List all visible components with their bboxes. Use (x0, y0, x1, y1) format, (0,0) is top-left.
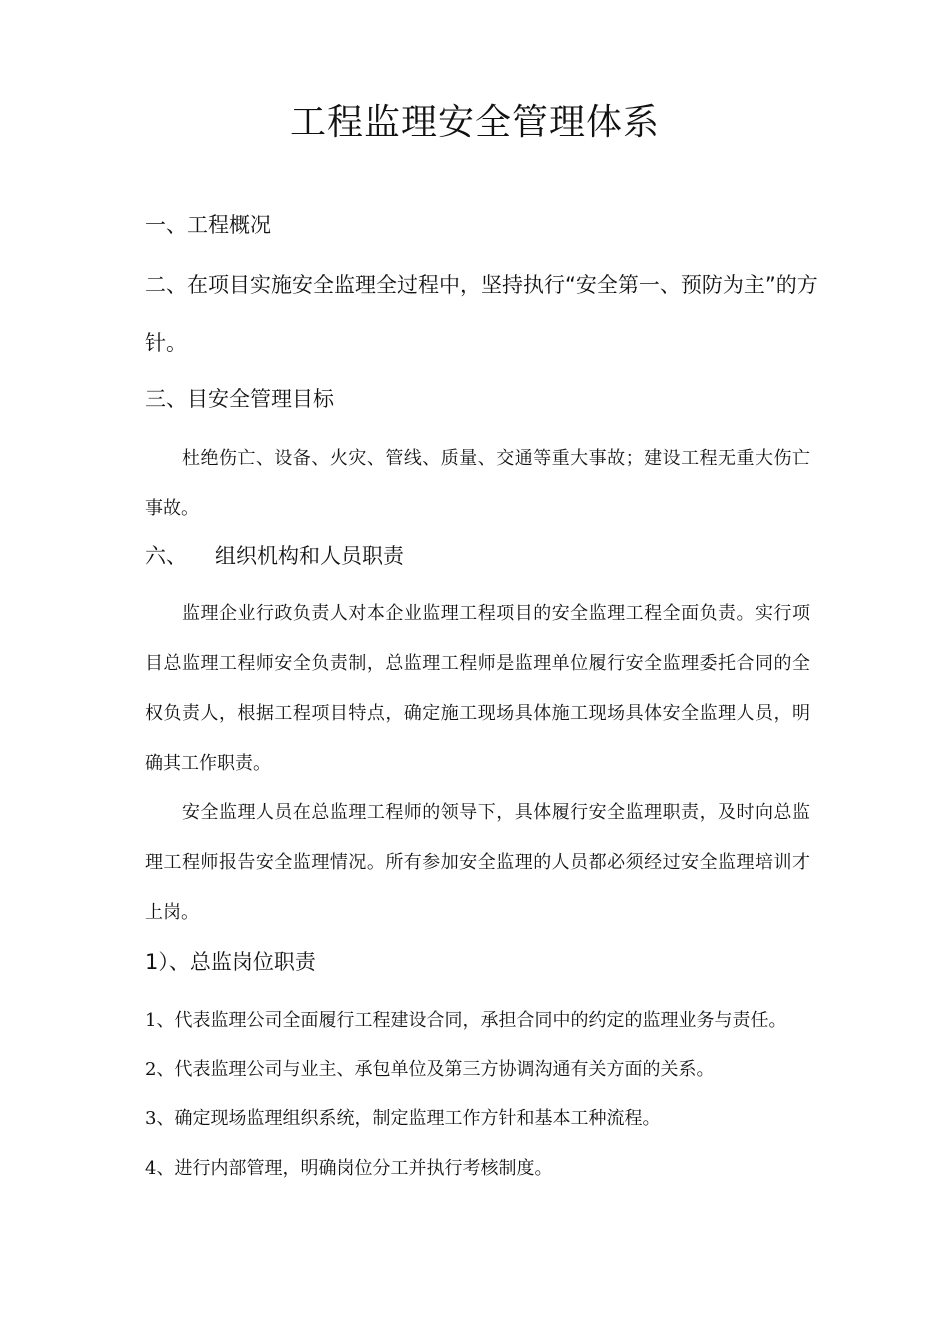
section-heading-organization (145, 541, 825, 571)
list-item: 1、代表监理公司全面履行工程建设合同，承担合同中的约定的监理业务与责任。 (145, 1010, 787, 1031)
list-item: 3、确定现场监理组织系统，制定监理工作方针和基本工种流程。 (145, 1108, 661, 1129)
section-heading-policy: 二、在项目实施安全监理全过程中，坚持执行“安全第一、预防为主”的方针。 (145, 273, 818, 355)
document-title: 工程监理安全管理体系 (289, 102, 660, 143)
section-heading-safety-goals: 三、目安全管理目标 (145, 387, 334, 411)
organization-paragraph-2: 安全监理人员在总监理工程师的领导下，具体履行安全监理职责，及时向总监理工程师报告安全监理情况。所有参加安全监理的人员都必须经过安全监理培训才上岗。 (145, 802, 810, 923)
section-title: 组织机构和人员职责 (215, 544, 404, 568)
section-number: 六、 (145, 544, 187, 568)
organization-paragraph-1: 监理企业行政负责人对本企业监理工程项目的安全监理工程全面负责。实行项目总监理工程师安全负责制，总监理工程师是监理单位履行安全监理委托合同的全权负责人，根据工程项目特点，确定施工现场具体施工现场具体安全监理人员，明确其工作职责。 (145, 603, 810, 774)
list-item: 4、进行内部管理，明确岗位分工并执行考核制度。 (145, 1158, 553, 1179)
safety-goals-paragraph: 杜绝伤亡、设备、火灾、管线、质量、交通等重大事故；建设工程无重大伤亡事故。 (145, 448, 810, 519)
section-heading-overview: 一、工程概况 (145, 213, 271, 237)
list-item: 2、代表监理公司与业主、承包单位及第三方协调沟通有关方面的关系。 (145, 1059, 715, 1080)
subsection-heading-chief-duties: 1）、总监岗位职责 (145, 950, 316, 974)
